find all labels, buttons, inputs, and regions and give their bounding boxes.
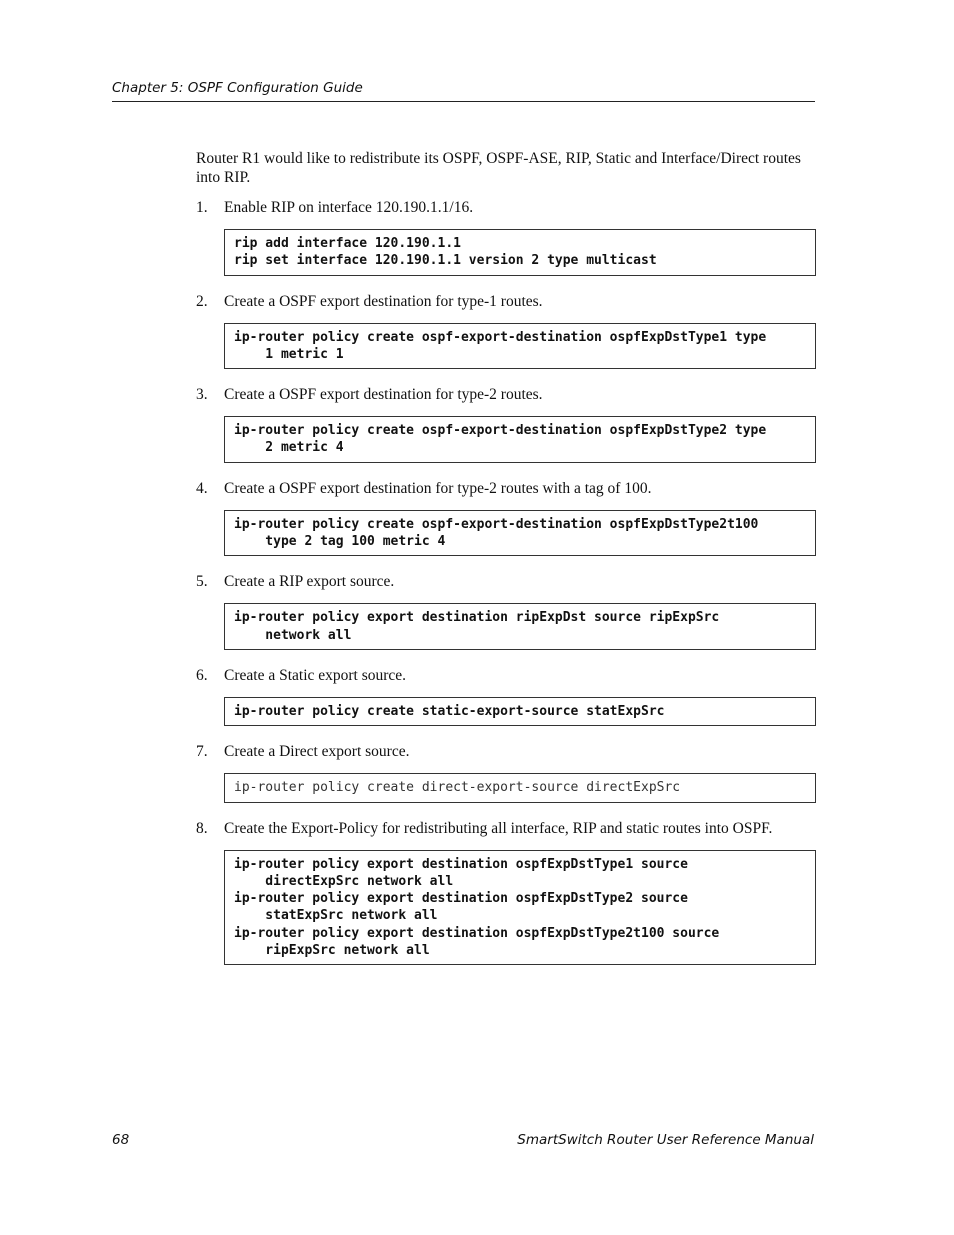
step-text: Create a OSPF export destination for type-1 routes. xyxy=(224,292,543,310)
code-block-4: ip-router policy create ospf-export-destination ospfExpDstType2t100 type 2 tag 100 metric 4 xyxy=(224,510,816,557)
step-7 xyxy=(196,742,816,761)
code-block-1: rip add interface 120.190.1.1 rip set interface 120.190.1.1 version 2 type multicast xyxy=(224,229,816,276)
page-number: 68 xyxy=(112,1132,130,1148)
step-text: Create a RIP export source. xyxy=(224,573,395,591)
running-header xyxy=(112,79,815,102)
step-1 xyxy=(196,198,816,217)
step-text: Enable RIP on interface 120.190.1.1/16. xyxy=(224,199,474,216)
step-number: 1. xyxy=(196,199,208,216)
step-text: Create a Direct export source. xyxy=(224,743,410,761)
code-block-5: ip-router policy export destination ripExpDst source ripExpSrc network all xyxy=(224,603,816,650)
step-number: 8. xyxy=(196,819,208,837)
step-number: 3. xyxy=(196,386,208,404)
step-6 xyxy=(196,666,816,685)
step-2 xyxy=(196,292,816,311)
step-text: Create a OSPF export destination for type-2 routes. xyxy=(224,386,543,404)
code-block-7: ip-router policy create direct-export-source directExpSrc xyxy=(224,773,816,802)
code-block-8: ip-router policy export destination ospfExpDstType1 source directExpSrc network all ip-router policy export destination ospfExpDstType2 source statExpSrc network all ip-router policy export destination ospfExpDstType2t100 source ripExpSrc network all xyxy=(224,850,816,966)
step-4 xyxy=(196,479,816,498)
chapter-title: Chapter 5: OSPF Configuration Guide xyxy=(112,80,363,96)
step-8 xyxy=(196,819,816,838)
step-number: 4. xyxy=(196,479,208,497)
step-number: 5. xyxy=(196,573,208,591)
step-5 xyxy=(196,572,816,591)
step-text: Create a Static export source. xyxy=(224,666,407,684)
code-block-2: ip-router policy create ospf-export-destination ospfExpDstType1 type 1 metric 1 xyxy=(224,323,816,370)
step-text: Create a OSPF export destination for type-2 routes with a tag of 100. xyxy=(224,479,652,497)
manual-title: SmartSwitch Router User Reference Manual xyxy=(517,1132,814,1148)
code-block-6: ip-router policy create static-export-source statExpSrc xyxy=(224,697,816,726)
code-block-3: ip-router policy create ospf-export-destination ospfExpDstType2 type 2 metric 4 xyxy=(224,416,816,463)
step-3 xyxy=(196,385,816,404)
page-content xyxy=(196,149,816,981)
step-number: 2. xyxy=(196,292,208,310)
intro-paragraph: Router R1 would like to redistribute its OSPF, OSPF-ASE, RIP, Static and Interface/Direct routes into RIP. xyxy=(196,150,801,186)
step-number: 6. xyxy=(196,666,208,684)
step-number: 7. xyxy=(196,743,208,761)
step-text: Create the Export-Policy for redistributing all interface, RIP and static routes into OSPF. xyxy=(224,819,773,837)
